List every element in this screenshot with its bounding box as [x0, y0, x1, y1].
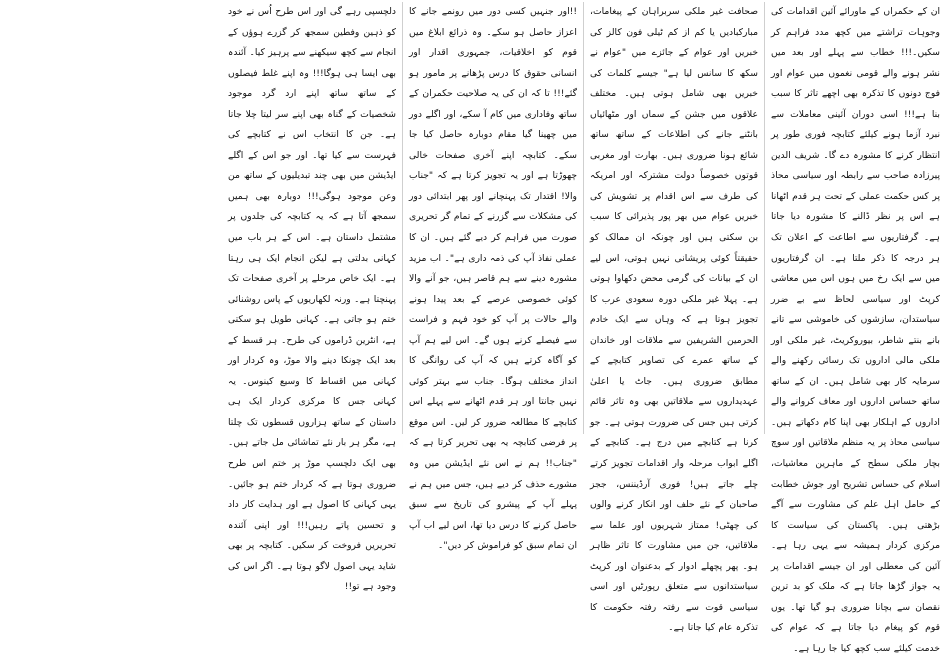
column-text: ان کے حکمراں کے ماورائے آئین اقدامات کی وجوہات تراشتے میں کچھ مدد فراہم کر سکیں۔!!! خطاب سے پہلے اور بعد میں نشر ہونے والے قومی نغموں میں عوام اور فوج دونوں کا تذکرہ بھی اچھے تاثر کا سبب بنا ہے!!! اسی دوران آئینی معاملات سے نبرد آزما ہونے کیلئے کتابچہ فوری طور پر انتظار کرنے کا مشورہ دے گا۔ شریف الدین پیرزادہ صاحب سے رابطہ اور سیاسی محاذ پر کس حکمت عملی کے تحت ہر قدم اٹھانا ہے اس پر نظر ڈالنے کا مشورہ دیا جاتا ہے۔ گرفتاریوں سے اطاعت کے اعلان تک ہر درجہ کا ذکر ملتا ہے۔ ان گرفتاریوں میں سے ایک رخ میں ہوں اس میں معاشی کرپٹ اور سیاسی لحاظ سے بے ضرر سیاستدان، سازشوں کی خاموشی سے تانے بانے بنتے شاطر، بیوروکریٹ، غیر ملکی اور ملکی مالی اداروں تک رسائی رکھنے والے سرمایہ کار بھی شامل ہیں۔ ان کے ساتھ ساتھ حساس اداروں اور معاف کروانے والے اداروں کے اہلکار بھی اپنا کام دکھاتے ہیں۔ سیاسی محاذ پر یہ منظم ملاقاتیں اور سوچ بچار ملکی سطح کے ماہرین معاشیات، اسلام کی حساس تشریح اور جوش خطابت کے حامل اہل علم کی مشاورت سے آگے بڑھتی ہیں۔ پاکستان کی سیاست کا مرکزی کردار ہمیشہ سے یہی رہا ہے۔ آئین کی معطلی اور ان جیسے اقدامات پر یہ جواز گڑھا جاتا ہے کہ ملک کو بد ترین نقصان سے بچانا ضروری ہو گیا تھا۔ یوں قوم کو پیغام دیا جاتا ہے کہ عوام کی خدمت کیلئے سب کچھ کیا جا رہا ہے۔: [771, 6, 940, 654]
column-text: دلچسپی رہے گی اور اس طرح اُس نے خود کو ذہین وفطین سمجھ کر گزرے ہوؤں کے انجام سے کچھ سیکھنے سے پرہیز کیا۔ آئندہ بھی ایسا ہی ہوگا!!! وہ اپنے غلط فیصلوں کے ساتھ ساتھ اپنے ارد گرد موجود شخصیات کے گناہ بھی اپنے سر لیتا چلا جاتا ہے۔ جن کا انتخاب اس نے کتابچے کی فہرست سے کیا تھا۔ اور جو اس کے اگلے ایڈیشن میں بھی چند تبدیلیوں کے ساتھ من وعن موجود ہوگی!!! دوبارہ بھی ہمیں سمجھ آتا ہے کہ یہ کتابچہ کی جلدوں پر مشتمل داستان ہے۔ اس کے ہر باب میں کہانی بدلتی ہے لیکن انجام ایک ہی رہتا ہے۔ ایک خاص مرحلے پر آخری صفحات تک پہنچتا ہے۔ ورنہ لکھاریوں کے پاس روشنائی ختم ہو جاتی ہے۔ کہانی طویل ہو سکتی ہے، انٹرین ڈراموں کی طرح۔ ہر قسط کے بعد ایک چونکا دینے والا موڑ، وہ کردار اور کہانی میں اقساط کا وسیع کینوس۔ یہ کہانی جس کا مرکزی کردار ایک ہی داستان کے ساتھ ہزاروں قسطوں تک چلتا ہے، مگر ہر بار نئے تماشائی مل جاتے ہیں۔ بھی ایک دلچسپ موڑ پر ختم اس طرح ضروری ہوتا ہے کہ کردار ختم ہو جائیں۔ یہی کہانی کا اصول ہے اور ہدایت کار داد و تحسین پاتے رہیں!!! اور اپنی آئندہ تحریریں فروخت کر سکیں۔ کتابچہ پر بھی شاید یہی اصول لاگو ہوتا ہے۔ اگر اس کی وجود ہے تو!!: [228, 6, 396, 593]
article-column-3: [403, 2, 584, 552]
article-column-2: [584, 2, 765, 634]
column-text: صحافت غیر ملکی سربراہان کے پیغامات، مبارکبادیں یا کم از کم ٹیلی فون کالز کی خبریں اور عوام کے جائزے میں "عوام نے سکھ کا سانس لیا ہے" جیسے کلمات کی خبریں بھی شامل ہوتی ہیں۔ مختلف علاقوں میں جشن کے سماں اور مٹھائیاں بانٹنے جانے کی اطلاعات کے ساتھ ساتھ شائع ہونا ضروری ہیں۔ بھارت اور مغربی قوتوں خصوصاً دولت مشترکہ اور امریکہ کی طرف سے اس اقدام پر تشویش کی خبریں عوام میں بھر پور پذیرائی کا سبب بن سکتی ہیں اور چونکہ ان ممالک کو حقیقتاً کوئی پریشانی نہیں ہوتی، اس لیے ان کے بیانات کی گرمی محض دکھاوا ہوتی ہے۔ پہلا غیر ملکی دورہ سعودی عرب کا تجویز ہوتا ہے کہ وہاں سے ایک خادم الحرمین الشریفین سے ملاقات اور خاندان کے ساتھ عمرے کی تصاویر کتابچے کے مطابق ضروری ہیں۔ جاٹ یا اعلیٰ عہدیداروں سے ملاقاتیں بھی وہ تاثر قائم کرتی ہیں جس کی ضرورت ہوتی ہے۔ جو کرنا ہے کتابچے میں درج ہے۔ کتابچے کے اگلے ابواب مرحلہ وار اقدامات تجویز کرتے چلے جاتے ہیں! فوری آرڈیننس، ججز صاحبان کے نئے حلف اور انکار کرنے والوں کی چھٹی! ممتاز شہریوں اور علما سے ملاقاتیں، جن میں مشاورت کا تاثر ظاہر ہو۔ پھر پچھلے ادوار کے بدعنوان اور کرپٹ سیاستدانوں سے متعلق رپورٹیں اور اسی سیاسی قوت سے رفتہ رفتہ حکومت کا تذکرہ عام کیا جاتا ہے۔: [590, 6, 758, 634]
article-column-4: [222, 2, 403, 593]
article-column-1: [765, 2, 946, 654]
column-text: !!اور جنہیں کسی دور میں رونمے جانے کا اعزاز حاصل ہو سکے۔ وہ ذرائع ابلاغ میں قوم کو اخلاقیات، جمہوری اقدار اور انسانی حقوق کا درس پڑھانے پر مامور ہو گئے!!! تا کہ ان کی یہ صلاحیت حکمران کے ساتھ وفاداری میں کام آ سکے، اور اگلے دور میں چھینا گیا مقام دوبارہ حاصل کیا جا سکے۔ کتابچہ اپنے آخری صفحات خالی چھوڑتا ہے اور یہ تجویز کرتا ہے کہ "جناب والا! اقتدار تک پہنچانے اور پھر ابتدائی دور کی مشکلات سے گزرنے کے تمام گر تحریری صورت میں فراہم کر دیے گئے ہیں۔ ان کا عملی نفاذ آپ کی ذمہ داری ہے"۔ اب مزید مشورہ دینے سے ہم قاصر ہیں، جو آنے والا کوئی خصوصی عرصے کے بعد پیدا ہونے والے حالات پر آپ کو خود فہم و فراست سے فیصلے کرنے ہوں گے۔ اس لیے ہم آپ کو آگاہ کرتے ہیں کہ آپ کی روانگی کا انداز مختلف ہوگا۔ جناب سے بہتر کوئی نہیں جانتا اور ہر قدم اٹھانے سے پہلے اس کتابچے کا مطالعہ ضرور کر لیں۔ اس موقع پر فرضی کتابچہ یہ بھی تحریر کرتا ہے کہ "جناب!! ہم نے اس نئے ایڈیشن میں وہ مشورے حذف کر دیے ہیں، جس میں ہم نے پہلے آپ کے پیشرو کی تاریخ سے سبق حاصل کرنے کا درس دیا تھا، اس لیے اب آپ ان تمام سبق کو فراموش کر دیں"۔: [409, 6, 577, 552]
